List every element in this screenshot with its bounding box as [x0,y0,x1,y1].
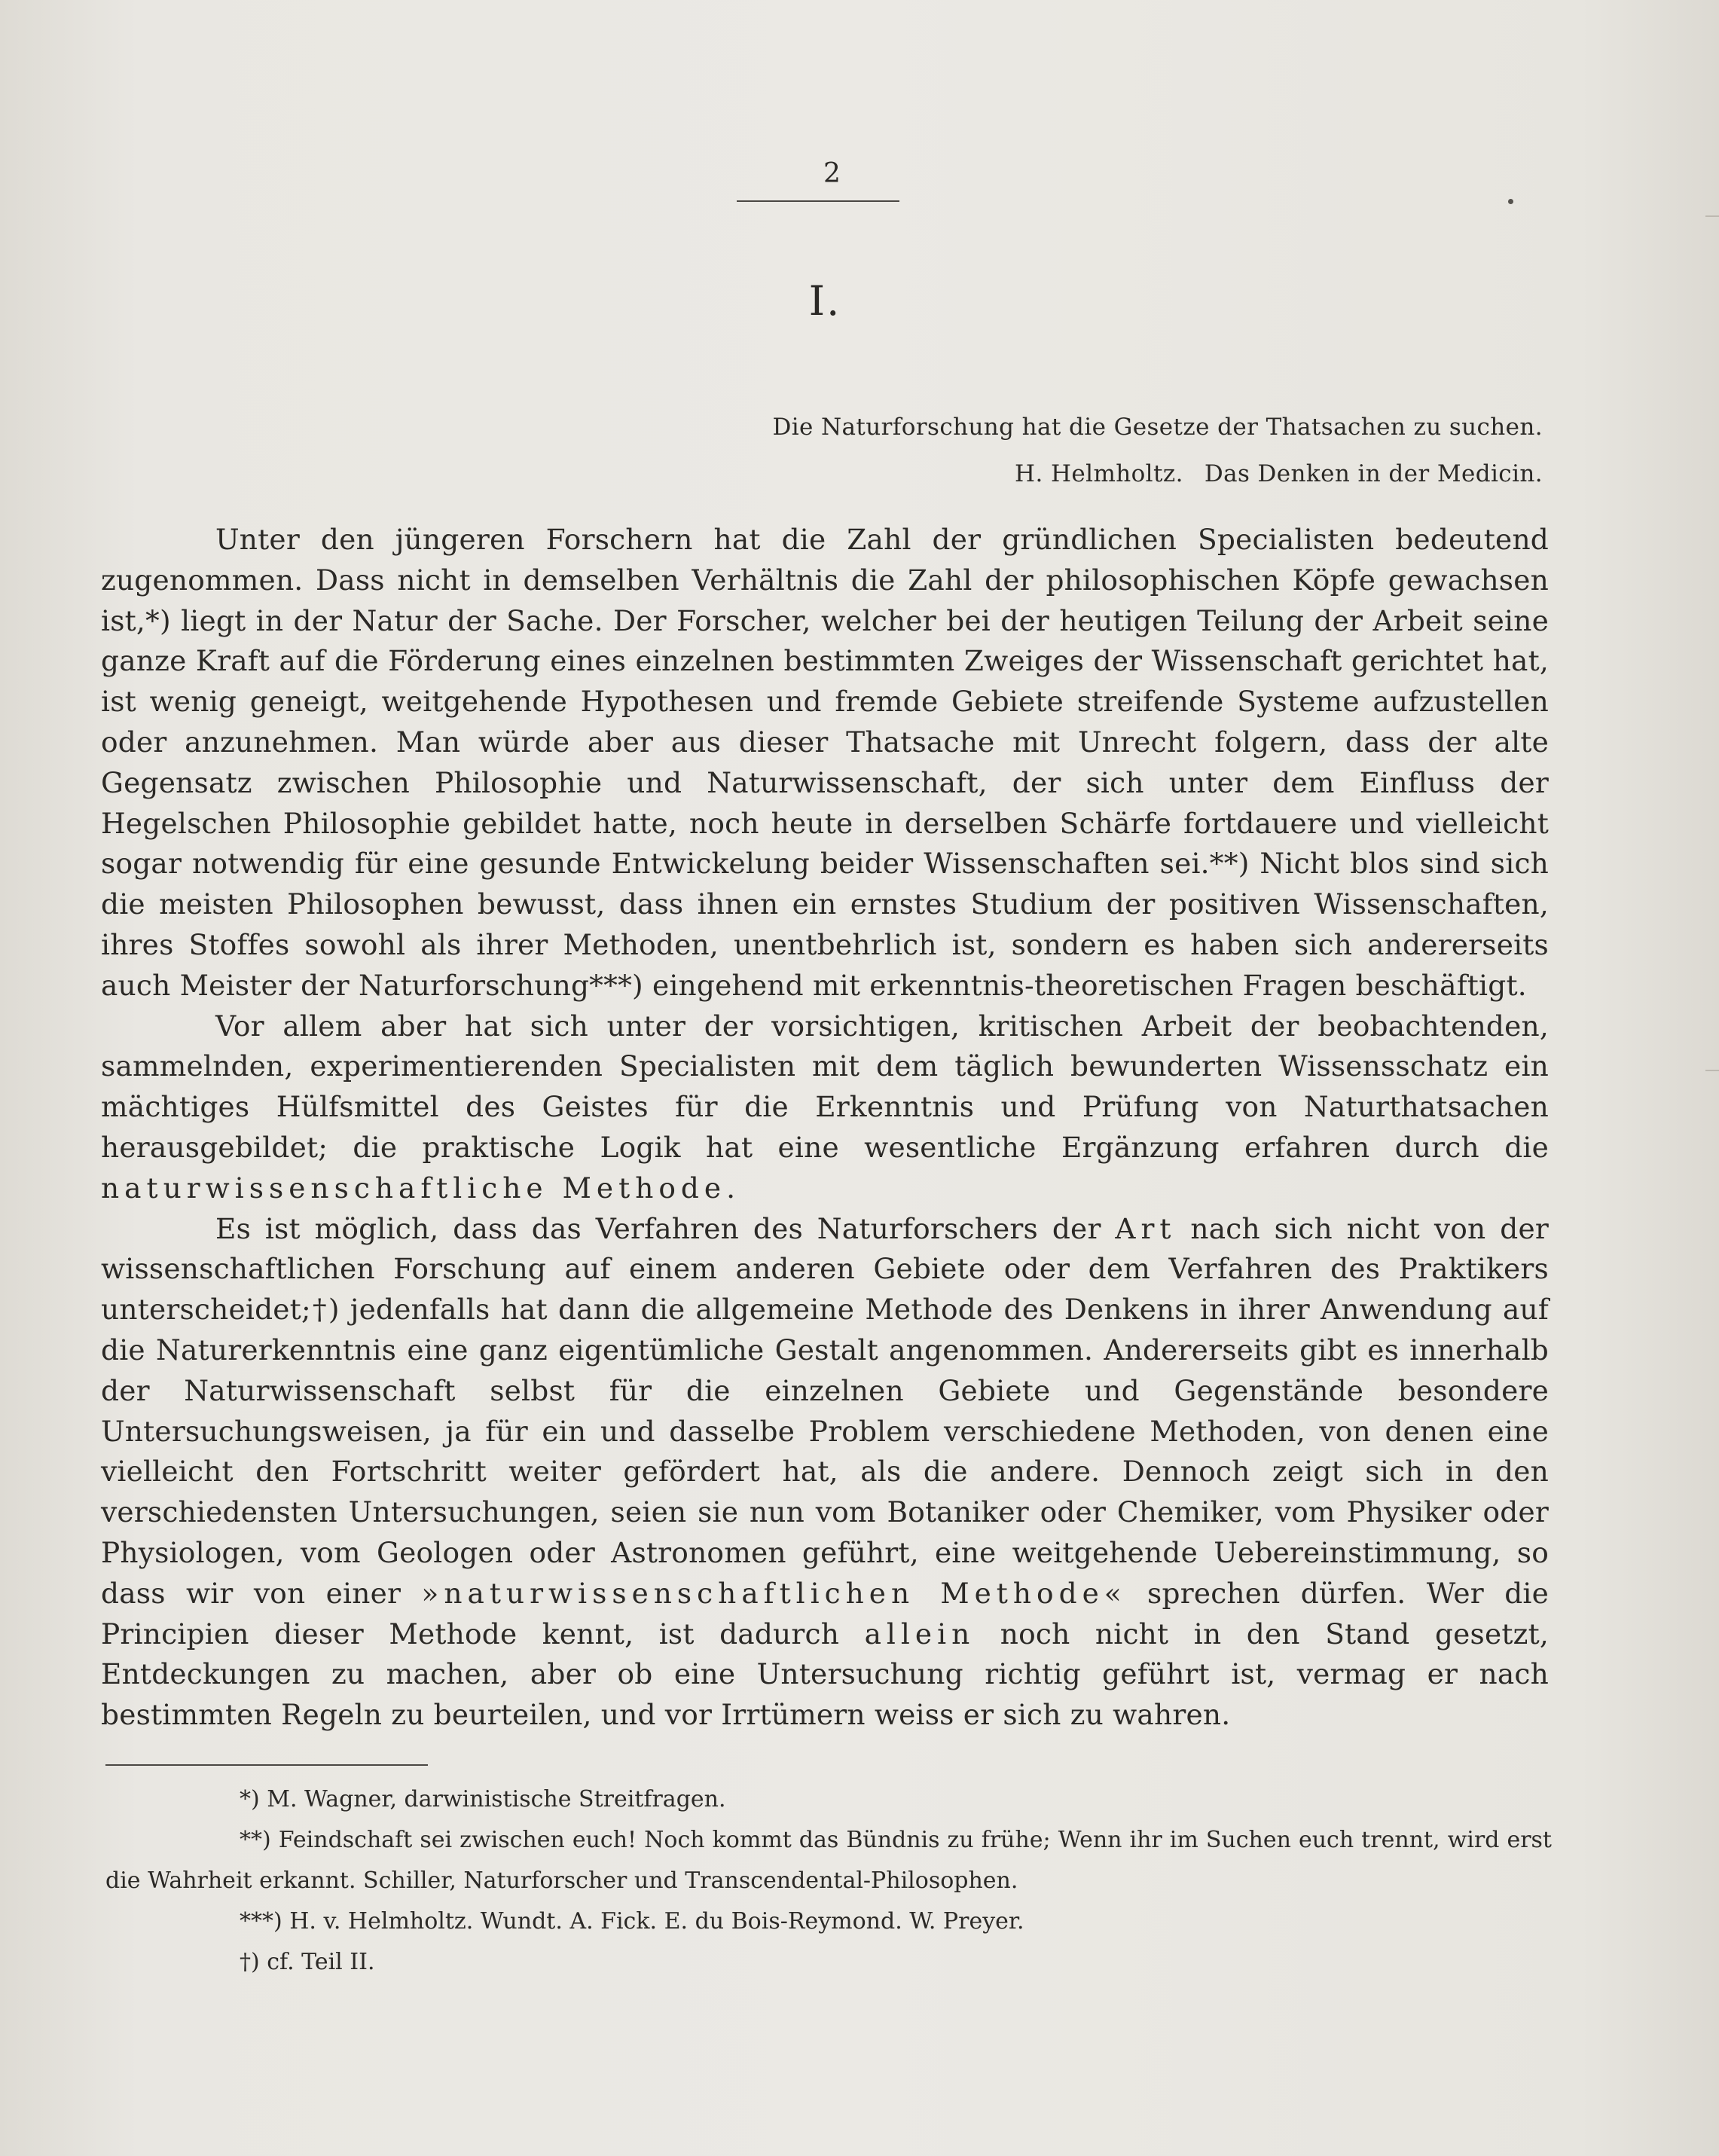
footnote-2: **) Feindschaft sei zwischen euch! Noch kommt das Bündnis zu frühe; Wenn ihr im Suchen euch trennt, wird erst die Wahrheit erkannt. Schiller, Naturforscher und Transcendental-Philosophen. [105,1827,1552,1894]
footnote-3: ***) H. v. Helmholtz. Wundt. A. Fick. E. du Bois-Reymond. W. Preyer. [240,1908,1024,1935]
ink-speck [1508,199,1513,204]
epigraph-author: H. Helmholtz. [1015,460,1183,487]
paragraph-3-emphasis-3: allein [864,1617,976,1651]
footnote-1: *) M. Wagner, darwinistische Streitfragen. [240,1786,726,1812]
epigraph-source: Das Denken in der Medicin. [1204,460,1543,487]
epigraph-quote: Die Naturforschung hat die Gesetze der Thatsachen zu suchen. [772,414,1543,441]
footnote-rule [105,1764,428,1766]
paragraph-3-emphasis-2: »naturwissenschaftlichen Methode« [421,1576,1127,1610]
body-text [101,520,1549,1736]
epigraph [563,404,1543,497]
paragraph-3-text-1: Es ist möglich, dass das Verfahren des Naturforschers der [215,1211,1101,1245]
paragraph-3-text-3: sprechen dürfen. Wer die Principien dieser Methode kennt, ist dadurch [101,1576,1549,1651]
footnote-4: †) cf. Teil II. [240,1949,375,1975]
paragraph-3 [101,1209,1549,1736]
chapter-heading: I. [808,277,841,325]
paragraph-1: Unter den jüngeren Forschern hat die Zahl der gründlichen Specialisten bedeutend zugenommen. Dass nicht in demselben Verhältnis die Zahl der philosophischen Köpfe gewachsen ist,*) liegt in der Natur der Sache. Der Forscher, welcher bei der heutigen Teilung der Arbeit seine ganze Kraft auf die Förderung eines einzelnen bestimmten Zweiges der Wissenschaft gerichtet hat, ist wenig geneigt, weitgehende Hypothesen und fremde Gebiete streifende Systeme aufzustellen oder anzunehmen. Man würde aber aus dieser Thatsache mit Unrecht folgern, dass der alte Gegensatz zwischen Philosophie und Naturwissenschaft, der sich unter dem Einfluss der Hegelschen Philosophie gebildet hatte, noch heute in derselben Schärfe fortdauere und vielleicht sogar notwendig für eine gesunde Entwickelung beider Wissenschaften sei.**) Nicht blos sind sich die meisten Philosophen bewusst, dass ihnen ein ernstes Studium der positiven Wissenschaften, ihres Stoffes sowohl als ihrer Methoden, unentbehrlich ist, sondern es haben sich andererseits auch Meister der Naturforschung***) eingehend mit erkenntnis-theoretischen Fragen beschäftigt. [101,523,1549,1002]
paragraph-3-emphasis-1: Art [1115,1211,1177,1245]
page-edge-mark [1705,215,1719,217]
paragraph-2-emphasis: naturwissenschaftliche Methode. [101,1171,741,1205]
page-number-rule [737,200,899,202]
paragraph-3-text-2: nach sich nicht von der wissenschaftlichen Forschung auf einem anderen Gebiete oder dem Verfahren des Praktikers unterscheidet;†) jedenfalls hat dann die allgemeine Methode des Denkens in ihrer Anwendung auf die Naturerkenntnis eine ganz eigentümliche Gestalt angenommen. Andererseits gibt es innerhalb der Naturwissenschaft selbst für die einzelnen Gebiete und Gegenstände besondere Untersuchungsweisen, ja für ein und dasselbe Problem verschiedene Methoden, von denen eine vielleicht den Fortschritt weiter gefördert hat, als die andere. Dennoch zeigt sich in den verschiedensten Untersuchungen, seien sie nun vom Botaniker oder Chemiker, vom Physiker oder Physiologen, vom Geologen oder Astronomen geführt, eine weitgehende Uebereinstimmung, so dass wir von einer [101,1211,1549,1610]
page-edge-mark [1705,1070,1719,1071]
footnotes [105,1779,1552,1983]
paragraph-2 [101,1006,1549,1209]
paragraph-3-text-4: noch nicht in den Stand gesetzt, Entdeckungen zu machen, aber ob eine Untersuchung richtig geführt ist, vermag er nach bestimmten Regeln zu beurteilen, und vor Irrtümern weiss er sich zu wahren. [101,1617,1550,1732]
paragraph-2-text: Vor allem aber hat sich unter der vorsichtigen, kritischen Arbeit der beobachtenden, sammelnden, experimentierenden Specialisten mit dem täglich bewunderten Wissensschatz ein mächtiges Hülfsmittel des Geistes für die Erkenntnis und Prüfung von Naturthatsachen herausgebildet; die praktische Logik hat eine wesentliche Ergänzung erfahren durch die [101,1009,1549,1164]
page-number: 2 [823,158,841,189]
epigraph-attribution [563,450,1543,497]
